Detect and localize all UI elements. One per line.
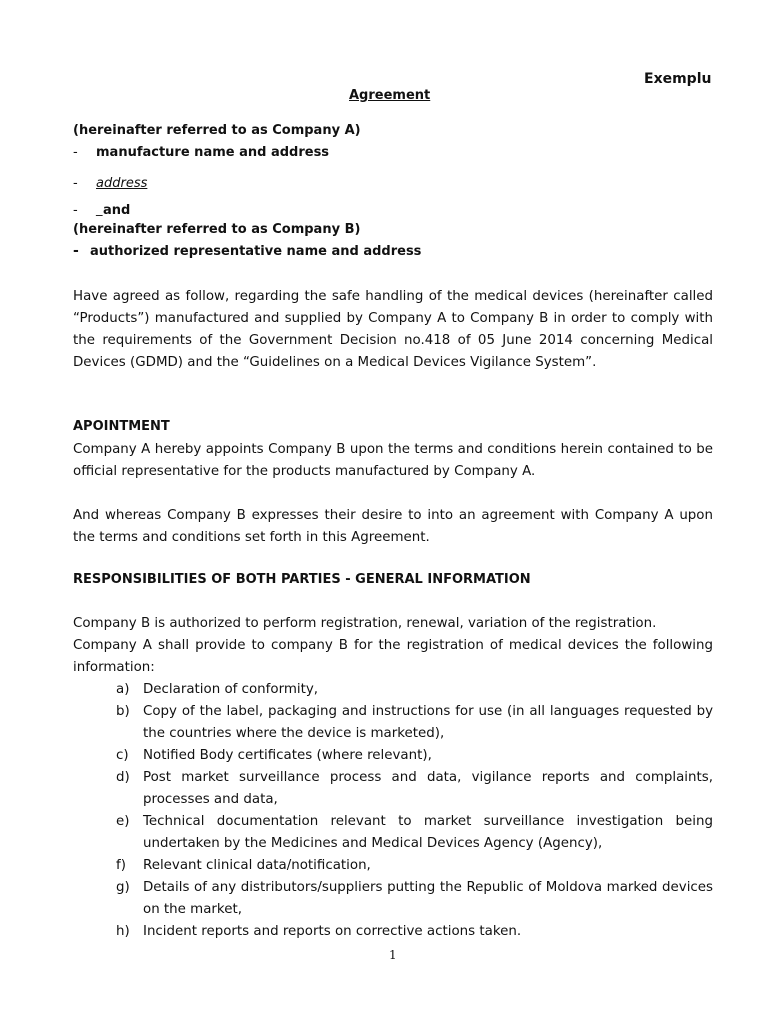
document-tag: Exemplu bbox=[644, 71, 712, 87]
manufacturer-dash: - bbox=[73, 145, 78, 160]
list-marker: h) bbox=[116, 924, 130, 939]
list-text: Technical documentation relevant to market surveillance investigation being undertaken by the Medicines and Medical Devices Agency (Agency), bbox=[143, 814, 713, 851]
company-a-reference: (hereinafter referred to as Company A) bbox=[73, 123, 361, 138]
list-text: Details of any distributors/suppliers putting the Republic of Moldova marked devices on the market, bbox=[143, 880, 713, 917]
list-marker: a) bbox=[116, 682, 130, 697]
list-marker: d) bbox=[116, 770, 130, 785]
list-item bbox=[116, 679, 713, 701]
page-number: 1 bbox=[389, 948, 397, 962]
list-item bbox=[116, 877, 713, 921]
manufacturer-line: manufacture name and address bbox=[96, 145, 330, 160]
document-title: Agreement bbox=[349, 88, 431, 103]
appointment-heading: APOINTMENT bbox=[73, 419, 170, 434]
appointment-paragraph-1: Company A hereby appoints Company B upon the terms and conditions herein contained to be official representative for the products manufactured by Company A. bbox=[73, 442, 713, 479]
and-dash: - bbox=[73, 203, 78, 218]
address-dash: - bbox=[73, 176, 78, 191]
and-line: and bbox=[103, 203, 131, 218]
list-item bbox=[116, 767, 713, 811]
responsibilities-line-2: Company A shall provide to company B for the registration of medical devices the following information: bbox=[73, 638, 713, 675]
list-text: Post market surveillance process and data, vigilance reports and complaints, processes and data, bbox=[143, 770, 713, 807]
list-item bbox=[116, 855, 713, 877]
list-text: Declaration of conformity, bbox=[143, 682, 319, 697]
list-item bbox=[116, 921, 713, 943]
list-marker: c) bbox=[116, 748, 129, 763]
list-text: Notified Body certificates (where relevant), bbox=[143, 748, 432, 763]
responsibilities-line-1: Company B is authorized to perform registration, renewal, variation of the registration. bbox=[73, 616, 657, 631]
responsibilities-heading: RESPONSIBILITIES OF BOTH PARTIES - GENERAL INFORMATION bbox=[73, 572, 531, 587]
list-marker: b) bbox=[116, 704, 130, 719]
list-text: Incident reports and reports on corrective actions taken. bbox=[143, 924, 522, 939]
company-b-reference: (hereinafter referred to as Company B) bbox=[73, 222, 361, 237]
intro-paragraph: Have agreed as follow, regarding the safe handling of the medical devices (hereinafter called “Products”) manufactured and supplied by Company A to Company B in order to comply with the requirements of the Government Decision no.418 of 05 June 2014 concerning Medical Devices (GDMD) and the “Guidelines on a Medical Devices Vigilance System”. bbox=[73, 289, 713, 370]
list-marker: g) bbox=[116, 880, 130, 895]
list-marker: e) bbox=[116, 814, 130, 829]
representative-dash: - bbox=[73, 243, 79, 259]
list-item bbox=[116, 811, 713, 855]
list-text: Copy of the label, packaging and instructions for use (in all languages requested by the countries where the device is marketed), bbox=[143, 704, 713, 741]
list-text: Relevant clinical data/notification, bbox=[143, 858, 371, 873]
and-underscore: _ bbox=[96, 202, 103, 217]
address-line: address bbox=[96, 176, 148, 191]
list-item bbox=[116, 745, 713, 767]
appointment-paragraph-2: And whereas Company B expresses their desire to into an agreement with Company A upon the terms and conditions set forth in this Agreement. bbox=[73, 508, 713, 545]
representative-line: authorized representative name and address bbox=[90, 244, 422, 259]
list-marker: f) bbox=[116, 858, 126, 873]
list-item bbox=[116, 701, 713, 745]
